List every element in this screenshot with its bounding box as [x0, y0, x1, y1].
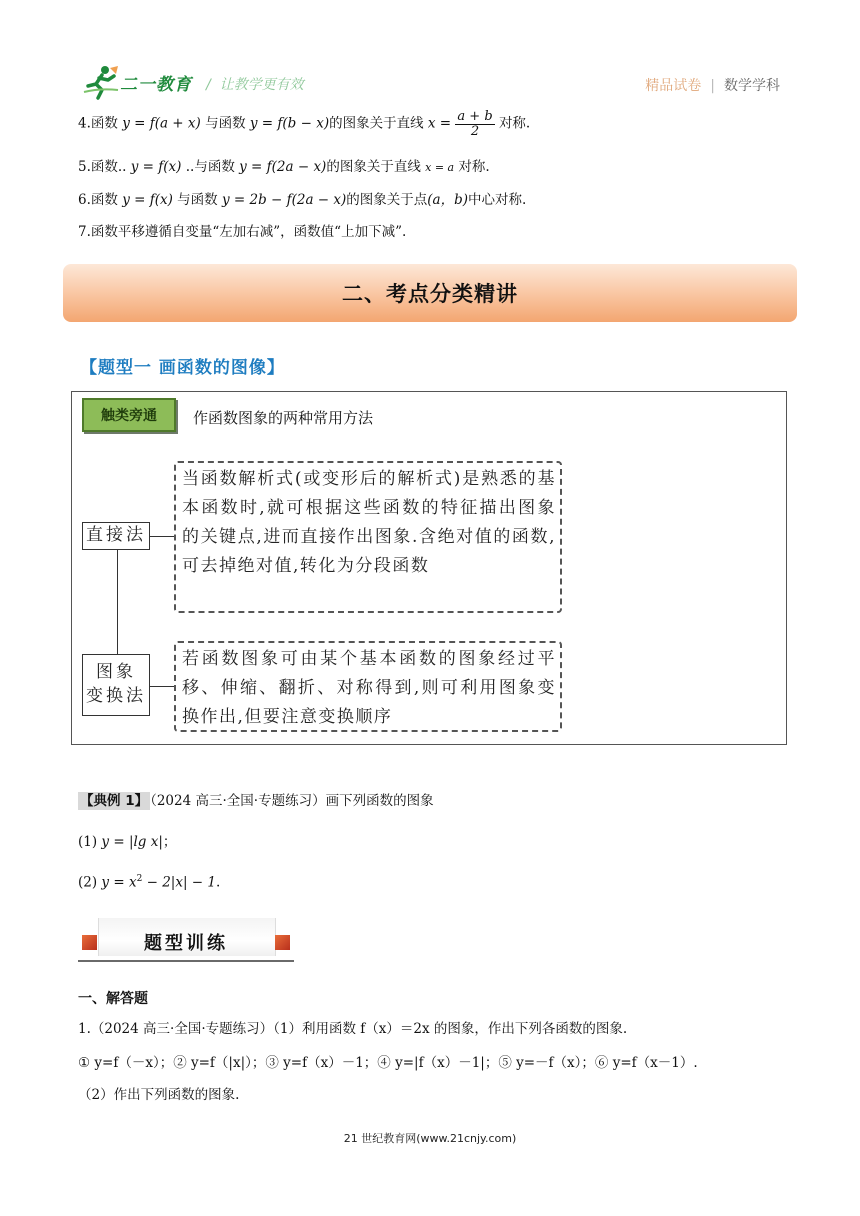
header-separator: | [710, 78, 715, 94]
property-5-mid: ..与函数 [185, 159, 235, 175]
exercise-line-2: ① y=f（－x）；② y=f（|x|）；③ y=f（x）－1；④ y=|f（x）－1|；⑤ y=－f（x）；⑥ y=f（x－1）. [78, 1055, 698, 1071]
property-4-eq: x = [427, 115, 452, 132]
type1-heading: 【题型一 画函数的图像】 [80, 358, 285, 378]
connector-line [117, 550, 118, 654]
property-5-text: 的图象关于直线 [326, 159, 421, 175]
property-5-f1: y = f(x) [130, 159, 182, 175]
header-label: 精品试卷 [645, 78, 702, 94]
property-4-f1: y = f(a + x) [122, 115, 201, 132]
example-item-1 [78, 830, 176, 850]
brand-slogan: / 让教学更有效 [206, 77, 304, 93]
example-item-2 [78, 874, 220, 891]
method-description-transform: 若函数图象可由某个基本函数的图象经过平移、伸缩、翻折、对称得到,则可利用图象变换作出,但要注意变换顺序 [174, 641, 562, 732]
item-expression: y = |lg x| [101, 834, 163, 850]
item-expression-rest: − 2|x| − 1 [142, 874, 216, 891]
property-6-text: 的图象关于点 [346, 192, 428, 208]
property-4-mid: 与函数 [205, 115, 246, 132]
property-6-f1: y = f(x) [122, 192, 173, 208]
property-4-num: 4.函数 [78, 115, 118, 132]
item-expression: y = x [101, 874, 137, 891]
property-6-mid: 与函数 [177, 192, 218, 208]
page-footer: 21 世纪教育网(www.21cnjy.com) [343, 1132, 517, 1145]
property-4-text: 的图象关于直线 [329, 115, 424, 132]
property-4 [78, 110, 530, 138]
fraction [455, 110, 494, 138]
method-label-direct [82, 522, 150, 550]
item-exponent: 2 [136, 874, 143, 884]
method-label-line: 变换法 [86, 686, 146, 706]
connector-line [150, 536, 174, 537]
tag-badge: 触类旁通 [82, 398, 176, 432]
section-banner-title: 二、考点分类精讲 [342, 282, 518, 306]
item-tail: . [215, 874, 221, 891]
header-right [645, 75, 780, 95]
methods-box-title: 作函数图象的两种常用方法 [193, 409, 374, 427]
header-subject: 数学学科 [724, 78, 780, 94]
exercise-line-1: 1.（2024 高三·全国·专题练习）（1）利用函数 f（x）＝2x 的图象，作出下列各函数的图象. [78, 1021, 628, 1037]
method-description-direct: 当函数解析式(或变形后的解析式)是熟悉的基本函数时,就可根据这些函数的特征描出图象的关键点,进而直接作出图象.含绝对值的函数,可去掉绝对值,转化为分段函数 [174, 461, 562, 613]
orange-square-icon [82, 935, 97, 950]
orange-square-icon [275, 935, 290, 950]
property-6-num: 6.函数 [78, 192, 118, 208]
property-6-tail: 中心对称. [468, 192, 527, 208]
method-label-line: 图象 [96, 662, 136, 683]
property-5-eq: x = a [425, 161, 455, 174]
item-number: (2) [78, 874, 98, 891]
property-7: 7.函数平移遵循自变量“左加右减”，函数值“上加下减”. [78, 224, 407, 240]
item-tail: ； [162, 834, 177, 850]
training-banner-label: 题型训练 [144, 933, 228, 954]
fraction-numerator: a + b [457, 109, 493, 124]
example-tag: 【典例 1】 [80, 793, 149, 809]
property-5-num: 5.函数.. [78, 159, 127, 175]
item-number: (1) [78, 834, 98, 850]
property-6-point: (a，b) [427, 192, 469, 208]
exercise-line-3: （2）作出下列函数的图象. [78, 1087, 240, 1103]
property-6-f2: y = 2b − f(2a − x) [221, 192, 347, 208]
section-heading: 一、解答题 [78, 991, 148, 1007]
property-5 [78, 155, 490, 175]
method-label-transform [82, 654, 150, 716]
runner-logo-icon [80, 64, 122, 100]
property-5-tail: 对称. [458, 159, 490, 175]
training-underline [78, 960, 294, 962]
property-4-f2: y = f(b − x) [249, 115, 330, 132]
section-banner [63, 264, 797, 322]
brand-name: 二一教育 [120, 75, 192, 95]
property-4-tail: 对称. [498, 115, 531, 132]
method-label-line: 直接法 [86, 525, 146, 546]
connector-line [150, 686, 174, 687]
example-source: （2024 高三·全国·专题练习）画下列函数的图象 [150, 793, 434, 809]
example-1 [78, 789, 434, 809]
property-5-f2: y = f(2a − x) [239, 159, 327, 175]
fraction-denominator: 2 [470, 123, 480, 139]
property-6 [78, 188, 526, 208]
